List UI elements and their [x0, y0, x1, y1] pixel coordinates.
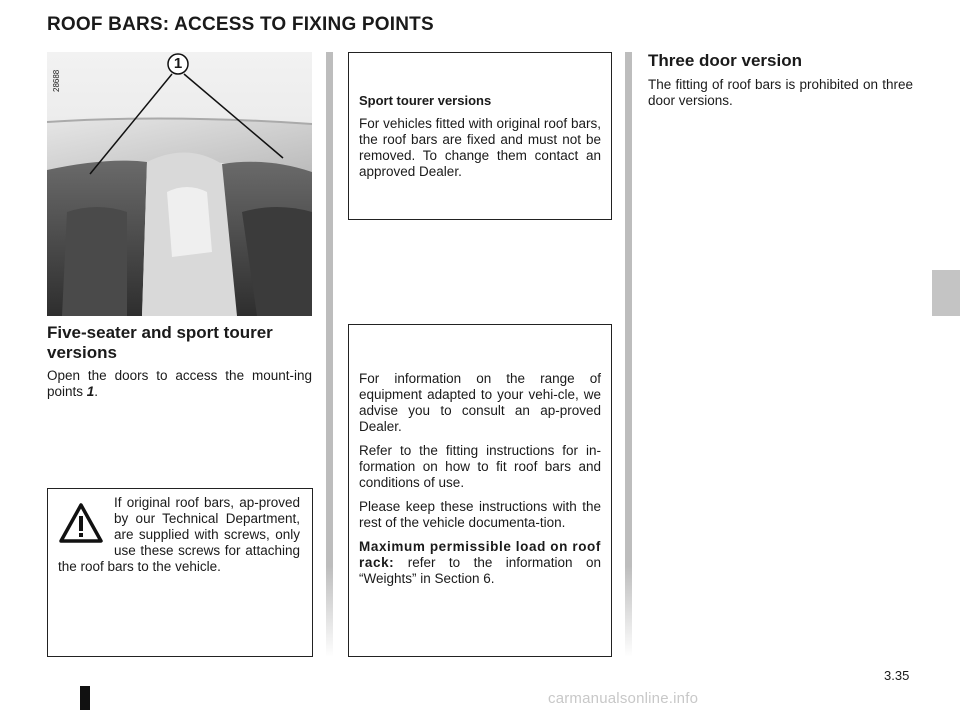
- five-seater-text-end: .: [94, 384, 99, 399]
- column-divider-left: [326, 52, 333, 657]
- max-load-text: refer to the information on “Weights” in Section 6.: [359, 555, 601, 586]
- footer-marker: [80, 686, 90, 710]
- ref-code: 28688: [52, 69, 61, 92]
- sport-tourer-text: For vehicles fitted with original roof bars, the roof bars are fixed and must not be removed. To change them contact an approved Dealer.: [359, 116, 601, 179]
- page-number: 3.35: [884, 668, 910, 683]
- five-seater-text: [47, 368, 312, 400]
- three-door-text: The fitting of roof bars is prohibited on three door versions.: [648, 77, 913, 108]
- info-box: [348, 324, 612, 657]
- info-paragraph-2: Refer to the fitting instructions for in-formation on how to fit roof bars and conditions of use.: [359, 443, 601, 490]
- sport-tourer-heading: Sport tourer versions: [359, 93, 492, 108]
- warning-box: [47, 488, 313, 657]
- warning-text: If original roof bars, ap-proved by our Technical Department, are supplied with screws, only use these screws for attaching the roof bars to the vehicle.: [58, 495, 300, 574]
- three-door-heading: Three door version: [648, 51, 802, 70]
- section-tab: [932, 270, 960, 316]
- max-load-label: Maximum permissible load on roof rack:: [359, 539, 601, 570]
- watermark: carmanualsonline.info: [548, 690, 699, 707]
- page-title: ROOF BARS: ACCESS TO FIXING POINTS: [47, 14, 434, 35]
- callout-label: 1: [173, 55, 183, 72]
- fixing-point-ref: 1: [86, 384, 95, 399]
- column-divider-right: [625, 52, 632, 657]
- info-paragraph-3: Please keep these instructions with the rest of the vehicle documenta-tion.: [359, 499, 601, 530]
- info-paragraph-4: [359, 539, 601, 587]
- info-paragraph-1: For information on the range of equipment adapted to your vehi-cle, we advise you to consult an ap-proved Dealer.: [359, 371, 601, 434]
- five-seater-text-main: Open the doors to access the mount-ing points: [47, 368, 312, 399]
- sport-tourer-box: [348, 52, 612, 220]
- five-seater-heading: Five-seater and sport tourer versions: [47, 323, 273, 362]
